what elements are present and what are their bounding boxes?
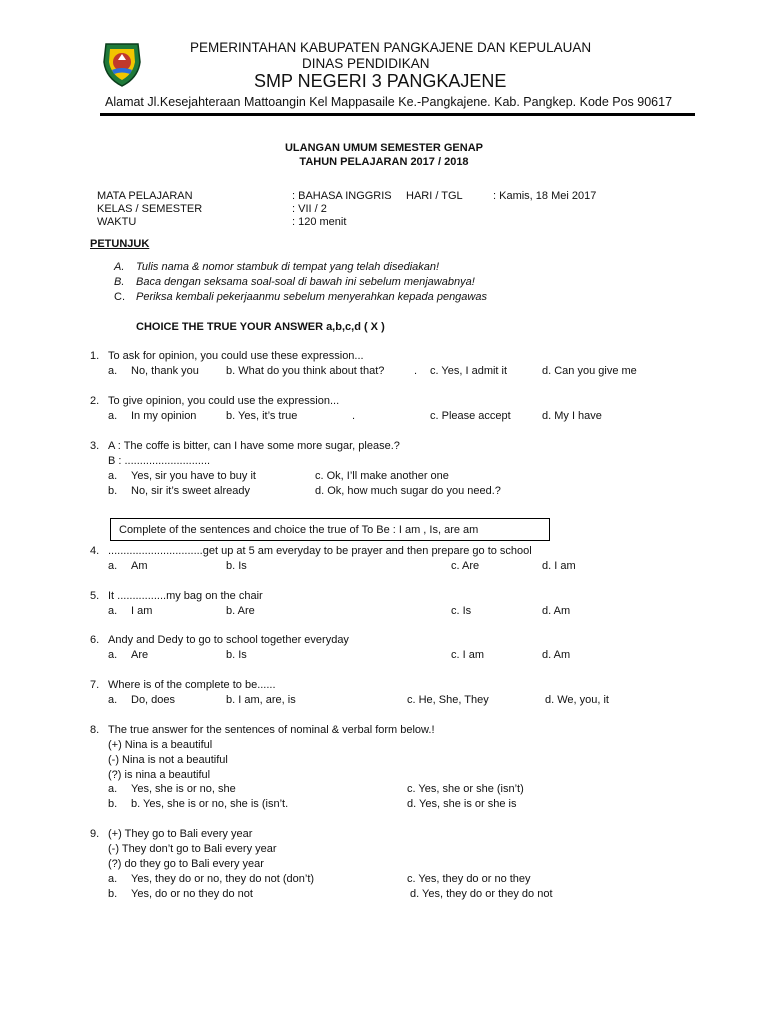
q6-letter-a: a. (108, 649, 118, 661)
q6-number: 6. (90, 634, 100, 646)
q4-text: ...............................get up at 5 am everyday to be prayer and then prepare go to school (108, 545, 532, 557)
day-label: HARI / TGL (406, 190, 463, 202)
q8-option-d[interactable]: d. Yes, she is or she is (407, 798, 517, 810)
q6-option-c[interactable]: c. I am (451, 649, 485, 661)
q5-option-a[interactable]: I am (131, 605, 153, 617)
q9-option-c[interactable]: c. Yes, they do or no they (407, 873, 531, 885)
time-value: : 120 menit (292, 216, 347, 228)
time-label: WAKTU (97, 216, 137, 228)
q3-option-b[interactable]: No, sir it’s sweet already (131, 485, 251, 497)
q2-option-a[interactable]: In my opinion (131, 410, 197, 422)
q4-number: 4. (90, 545, 100, 557)
q8-line-question: (?) is nina a beautiful (108, 769, 211, 781)
q5-letter-a: a. (108, 605, 118, 617)
q8-letter-a: a. (108, 783, 118, 795)
exam-title: ULANGAN UMUM SEMESTER GENAP (284, 142, 483, 154)
q7-letter-a: a. (108, 694, 118, 706)
class-value: : VII / 2 (292, 203, 327, 215)
q8-text: The true answer for the sentences of nominal & verbal form below.! (108, 724, 435, 736)
q6-option-b[interactable]: b. Is (226, 649, 247, 661)
header-divider (100, 113, 695, 116)
q1-option-b[interactable]: b. What do you think about that? (226, 365, 385, 377)
header-government: PEMERINTAHAN KABUPATEN PANGKAJENE DAN KEPULAUAN (190, 40, 592, 55)
q3-option-d[interactable]: d. Ok, how much sugar do you need.? (315, 485, 501, 497)
to-be-instruction-box: Complete of the sentences and choice the true of To Be : I am , Is, are am (110, 518, 550, 541)
q2-option-b[interactable]: b. Yes, it’s true (226, 410, 298, 422)
q9-line-question: (?) do they go to Bali every year (108, 858, 264, 870)
instructions-title: PETUNJUK (90, 238, 150, 250)
q1-option-c[interactable]: c. Yes, I admit it (430, 365, 508, 377)
q5-option-b[interactable]: b. Are (226, 605, 255, 617)
q2-text: To give opinion, you could use the expression... (108, 395, 340, 407)
q1-option-d[interactable]: d. Can you give me (542, 365, 637, 377)
q1-option-a[interactable]: No, thank you (131, 365, 199, 377)
q5-number: 5. (90, 590, 100, 602)
subject-label: MATA PELAJARAN (97, 190, 193, 202)
q8-option-b[interactable]: b. Yes, she is or no, she is (isn’t. (131, 798, 289, 810)
class-label: KELAS / SEMESTER (97, 203, 203, 215)
q3-letter-b: b. (108, 485, 118, 497)
q6-option-d[interactable]: d. Am (542, 649, 571, 661)
q2-letter-a: a. (108, 410, 118, 422)
instruction-b: Baca dengan seksama soal-soal di bawah ini sebelum menjawabnya! (136, 276, 475, 288)
q2-option-c[interactable]: c. Please accept (430, 410, 511, 422)
q9-option-b[interactable]: Yes, do or no they do not (131, 888, 253, 900)
q2-dot: . (352, 410, 356, 422)
q9-line-negative: (-) They don’t go to Bali every year (108, 843, 277, 855)
q9-number: 9. (90, 828, 100, 840)
q4-option-b[interactable]: b. Is (226, 560, 247, 572)
q2-option-d[interactable]: d. My I have (542, 410, 602, 422)
header-school-name: SMP NEGERI 3 PANGKAJENE (254, 71, 507, 91)
q8-number: 8. (90, 724, 100, 736)
q7-option-a[interactable]: Do, does (131, 694, 176, 706)
instruction-c: Periksa kembali pekerjaanmu sebelum menyerahkan kepada pengawas (136, 291, 487, 303)
subject-value: : BAHASA INGGRIS (292, 190, 392, 202)
q6-option-a[interactable]: Are (131, 649, 149, 661)
q1-dot: . (414, 365, 418, 377)
q3-text: A : The coffe is bitter, can I have some more sugar, please.? (108, 440, 400, 452)
q7-option-b[interactable]: b. I am, are, is (226, 694, 296, 706)
exam-year: TAHUN PELAJARAN 2017 / 2018 (299, 156, 469, 168)
q9-option-d[interactable]: d. Yes, they do or they do not (410, 888, 553, 900)
choice-heading: CHOICE THE TRUE YOUR ANSWER a,b,c,d ( X ) (136, 321, 385, 333)
header-department: DINAS PENDIDIKAN (302, 56, 430, 71)
q9-letter-a: a. (108, 873, 118, 885)
q9-line-positive: (+) They go to Bali every year (108, 828, 253, 840)
q3-number: 3. (90, 440, 100, 452)
q7-option-d[interactable]: d. We, you, it (545, 694, 609, 706)
q7-text: Where is of the complete to be...... (108, 679, 276, 691)
instruction-b-letter: B. (114, 276, 125, 288)
q9-option-a[interactable]: Yes, they do or no, they do not (don’t) (131, 873, 315, 885)
q4-option-a[interactable]: Am (131, 560, 148, 572)
q1-letter-a: a. (108, 365, 118, 377)
instruction-a-letter: A. (114, 261, 125, 273)
q6-text: Andy and Dedy to go to school together everyday (108, 634, 349, 646)
school-logo (98, 40, 146, 88)
q3-b-line: B : ............................ (108, 455, 211, 467)
q8-option-c[interactable]: c. Yes, she or she (isn’t) (407, 783, 524, 795)
q4-option-d[interactable]: d. I am (542, 560, 576, 572)
q8-letter-b: b. (108, 798, 118, 810)
q7-number: 7. (90, 679, 100, 691)
q1-number: 1. (90, 350, 100, 362)
q7-option-c[interactable]: c. He, She, They (407, 694, 489, 706)
day-value: : Kamis, 18 Mei 2017 (493, 190, 597, 202)
q8-option-a[interactable]: Yes, she is or no, she (131, 783, 236, 795)
q3-option-c[interactable]: c. Ok, I’ll make another one (315, 470, 449, 482)
instruction-c-letter: C. (114, 291, 125, 303)
q8-line-negative: (-) Nina is not a beautiful (108, 754, 228, 766)
instruction-a: Tulis nama & nomor stambuk di tempat yang telah disediakan! (136, 261, 440, 273)
q8-line-positive: (+) Nina is a beautiful (108, 739, 213, 751)
header-address: Alamat Jl.Kesejahteraan Mattoangin Kel Mappasaile Ke.-Pangkajene. Kab. Pangkep. Kode Pos 90617 (105, 95, 673, 109)
q4-option-c[interactable]: c. Are (451, 560, 480, 572)
q9-letter-b: b. (108, 888, 118, 900)
q3-option-a[interactable]: Yes, sir you have to buy it (131, 470, 256, 482)
q2-number: 2. (90, 395, 100, 407)
q4-letter-a: a. (108, 560, 118, 572)
q3-letter-a: a. (108, 470, 118, 482)
q5-option-d[interactable]: d. Am (542, 605, 571, 617)
q1-text: To ask for opinion, you could use these expression... (108, 350, 364, 362)
q5-text: It ................my bag on the chair (108, 590, 263, 602)
q5-option-c[interactable]: c. Is (451, 605, 472, 617)
